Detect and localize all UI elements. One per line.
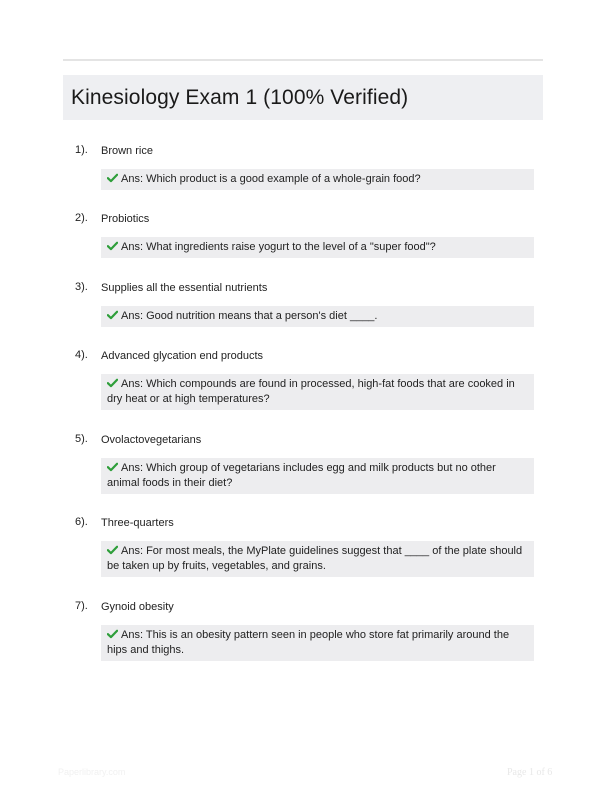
title-banner	[63, 75, 543, 120]
answer-text: Ans: Which group of vegetarians includes egg and milk products but no other animal foods in their diet?	[107, 462, 496, 489]
answer-text: Ans: Which product is a good example of a whole-grain food?	[121, 173, 421, 185]
page-number: Page 1 of 6	[507, 767, 553, 778]
answer-text: Ans: What ingredients raise yogurt to the level of a "super food"?	[121, 241, 436, 253]
answer-box	[101, 237, 534, 258]
question-text: Gynoid obesity	[101, 601, 174, 613]
question-row	[63, 433, 543, 451]
answer-box	[101, 541, 534, 577]
qa-item-3	[63, 281, 543, 322]
answer-box	[101, 374, 534, 410]
question-text: Ovolactovegetarians	[101, 434, 202, 446]
question-text: Supplies all the essential nutrients	[101, 282, 268, 294]
question-row	[63, 516, 543, 534]
question-row	[63, 212, 543, 230]
top-divider	[63, 59, 543, 61]
qa-item-7	[63, 600, 543, 656]
check-icon	[107, 462, 118, 472]
answer-text: Ans: This is an obesity pattern seen in people who store fat primarily around the hips and thighs.	[107, 629, 510, 656]
qa-item-5	[63, 433, 543, 489]
answer-text: Ans: For most meals, the MyPlate guidelines suggest that ____ of the plate should be taken up by fruits, vegetables, and grains.	[107, 545, 523, 572]
question-text: Brown rice	[101, 145, 153, 157]
qa-item-6	[63, 516, 543, 572]
question-number: 2).	[75, 212, 88, 224]
question-number: 1).	[75, 144, 88, 156]
answer-box	[101, 306, 534, 327]
qa-item-2	[63, 212, 543, 253]
question-number: 7).	[75, 600, 88, 612]
answer-box	[101, 169, 534, 190]
qa-item-4	[63, 349, 543, 405]
question-number: 4).	[75, 349, 88, 361]
qa-item-1	[63, 144, 543, 185]
question-number: 5).	[75, 433, 88, 445]
check-icon	[107, 241, 118, 251]
answer-box	[101, 458, 534, 494]
answer-box	[101, 625, 534, 661]
question-number: 6).	[75, 516, 88, 528]
answer-text: Ans: Good nutrition means that a person's diet ____.	[121, 310, 378, 322]
document-title: Kinesiology Exam 1 (100% Verified)	[71, 85, 409, 109]
check-icon	[107, 545, 118, 555]
check-icon	[107, 629, 118, 639]
footer-watermark: Paperlibrary.com	[58, 767, 126, 777]
question-text: Probiotics	[101, 213, 150, 225]
answer-text: Ans: Which compounds are found in processed, high-fat foods that are cooked in dry heat or at high temperatures?	[107, 378, 515, 405]
check-icon	[107, 378, 118, 388]
check-icon	[107, 310, 118, 320]
question-row	[63, 600, 543, 618]
question-text: Advanced glycation end products	[101, 350, 264, 362]
question-number: 3).	[75, 281, 88, 293]
question-row	[63, 349, 543, 367]
question-text: Three-quarters	[101, 517, 174, 529]
question-row	[63, 144, 543, 162]
check-icon	[107, 173, 118, 183]
question-row	[63, 281, 543, 299]
